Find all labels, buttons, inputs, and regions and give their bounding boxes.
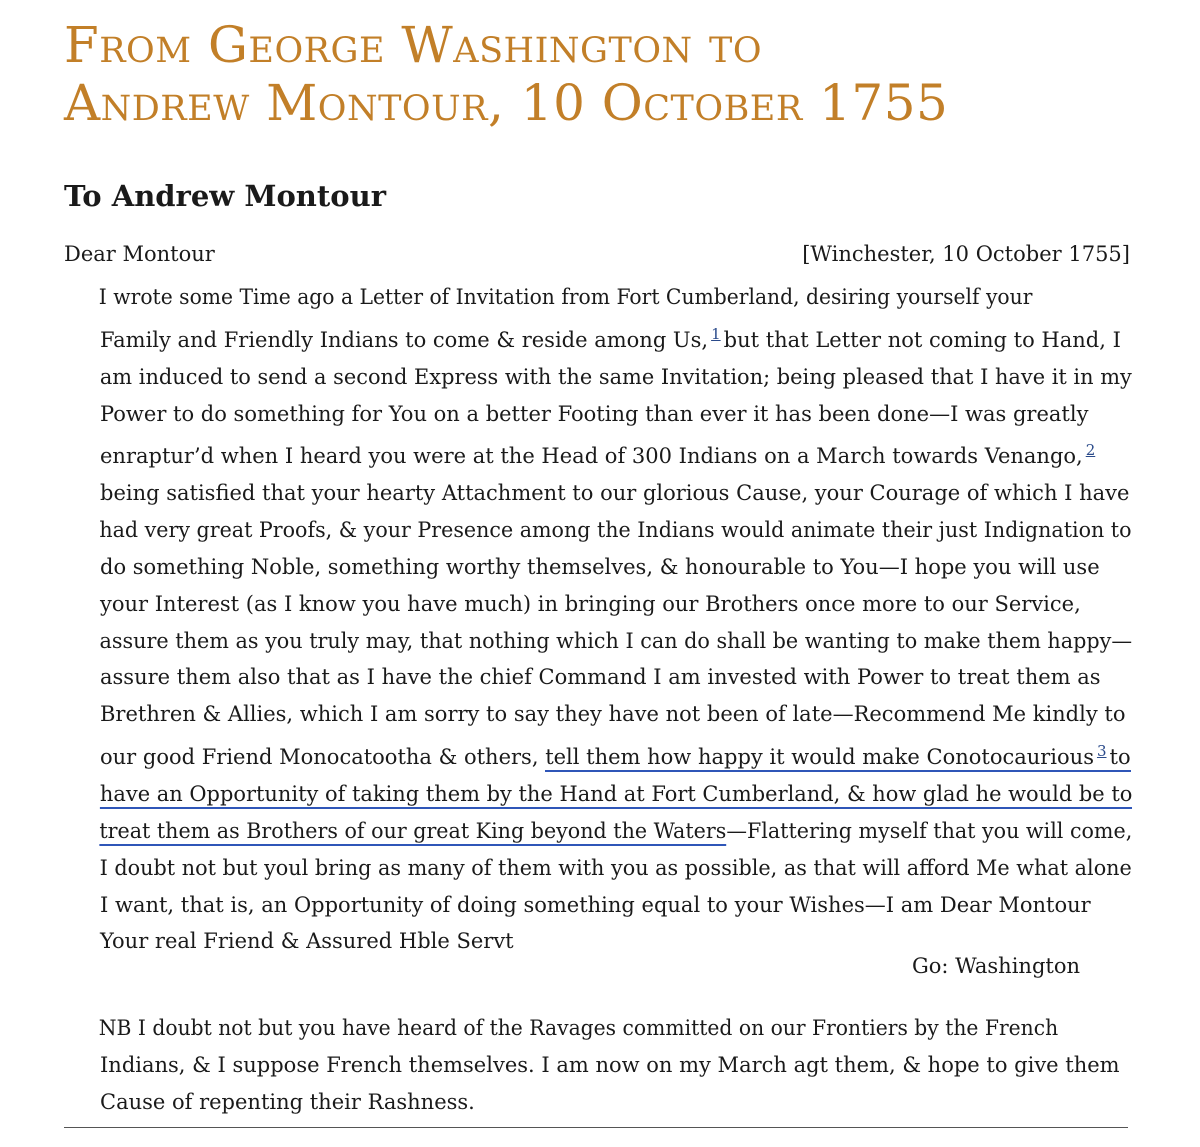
letter-line — [64, 776, 1133, 813]
letter-line: am induced to send a second Express with the same Invitation; being pleased that I have it in my — [99, 364, 1132, 389]
letter-line — [64, 316, 1132, 359]
letter-line: assure them also that as I have the chief Command I am invested with Power to treat them as — [100, 665, 1101, 690]
footnote-link-2[interactable]: 2 — [1085, 441, 1096, 460]
signature: Go: Washington — [911, 954, 1080, 978]
page-title — [64, 16, 1164, 132]
letter-line — [64, 432, 1132, 475]
letter-line: your Interest (as I know you have much) in bringing our Brothers once more to our Service, — [100, 591, 1081, 616]
salutation: Dear Montour — [64, 242, 215, 266]
letter-text: —Flattering myself that you will come, — [726, 818, 1133, 843]
underlined-text: to — [1109, 745, 1131, 770]
letter-line — [64, 733, 1132, 776]
footnote-link-3[interactable]: 3 — [1096, 742, 1107, 761]
postscript-line: NB I doubt not but you have heard of the Ravages committed on our Frontiers by the French — [98, 1016, 1059, 1040]
letter-line: being satisfied that your hearty Attachment to our glorious Cause, your Courage of which I have — [100, 481, 1130, 506]
letter-line: I wrote some Time ago a Letter of Invitation from Fort Cumberland, desiring yourself your — [98, 285, 1033, 309]
underlined-text: have an Opportunity of taking them by the Hand at Fort Cumberland, & how glad he would be to — [100, 782, 1132, 809]
footnote-link-1[interactable]: 1 — [711, 324, 721, 343]
document-heading: To Andrew Montour — [64, 179, 386, 213]
letter-line: Brethren & Allies, which I am sorry to say they have not been of late—Recommend Me kindly to — [100, 702, 1126, 727]
bottom-divider — [64, 1127, 1128, 1128]
postscript-line: Indians, & I suppose French themselves. I am now on my March agt them, & hope to give them — [100, 1052, 1120, 1077]
letter-line — [64, 813, 1133, 850]
letter-line: assure them as you truly may, that nothing which I can do shall be wanting to make them happy— — [99, 628, 1133, 653]
letter-line: Your real Friend & Assured Hble Servt — [100, 929, 514, 954]
letter-line: I doubt not but youl bring as many of them with you as possible, as that will afford Me what alone — [99, 855, 1132, 880]
letter-line: I want, that is, an Opportunity of doing something equal to your Wishes—I am Dear Montour — [100, 892, 1091, 917]
underlined-passage — [545, 742, 1131, 772]
underlined-text: treat them as Brothers of our great King beyond the Waters — [99, 819, 726, 846]
letter-line: Power to do something for You on a better Footing than ever it has been done—I was greatly — [100, 401, 1089, 426]
letter-line: do something Noble, something worthy themselves, & honourable to You—I hope you will use — [100, 554, 1100, 579]
letter-line: had very great Proofs, & your Presence among the Indians would animate their just Indignation to — [99, 518, 1132, 543]
letter-body — [64, 279, 1132, 960]
postscript — [64, 1010, 1132, 1121]
page-title-line-1: From George Washington to — [64, 16, 763, 74]
postscript-line: Cause of repenting their Rashness. — [100, 1089, 475, 1114]
underlined-text: tell them how happy it would make Conotocaurious — [545, 745, 1094, 770]
letter-text: Family and Friendly Indians to come & reside among Us, — [100, 327, 709, 352]
letter-text: our good Friend Monocatootha & others, — [100, 745, 539, 770]
letter-text: enraptur’d when I heard you were at the Head of 300 Indians on a March towards Venango, — [100, 444, 1083, 469]
letter-text: but that Letter not coming to Hand, I — [723, 327, 1121, 352]
page-title-line-2: Andrew Montour, 10 October 1755 — [64, 74, 949, 132]
dateline: [Winchester, 10 October 1755] — [802, 242, 1130, 266]
